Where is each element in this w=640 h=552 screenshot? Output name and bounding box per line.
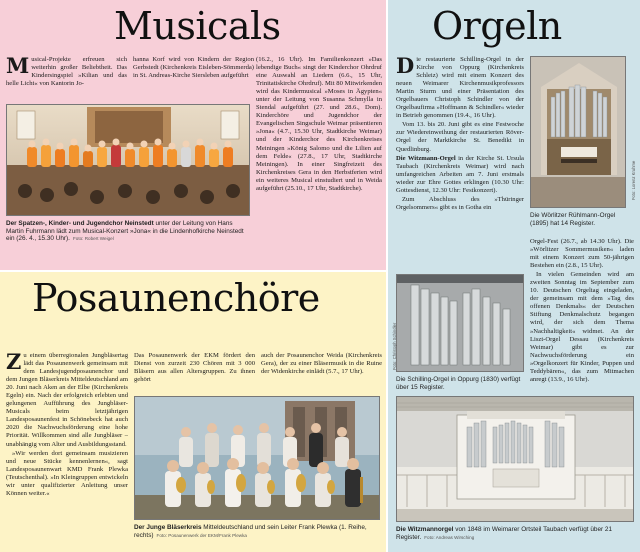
posaunen-photo-credit: Foto: Posaunenwerk der EKM/Frank Plewka xyxy=(156,532,247,538)
posaunen-col2-text: Das Posaunenwerk der EKM fördert den Dienst von zurzeit 230 Chören mit 3 000 Bläsern aus allen Altersgruppen. Zu ihnen gehört xyxy=(134,352,255,384)
posaunen-caption xyxy=(134,524,384,539)
oppurg-organ-photo xyxy=(396,274,524,372)
brass-photo-image xyxy=(135,397,380,520)
orgeln-headline: Orgeln xyxy=(432,4,562,48)
woerlitz-organ-photo xyxy=(530,56,626,208)
posaunen-col1b-text: »Wir werden dort gemeinsam musizieren und neue Stücke kennenlernen«, sagt Landesposaunenwart KMD Frank Plewka (Teutschenthal). »In Kleingruppen entwickeln wir unter qualifizierter Anleitung unser Können weiter.« xyxy=(6,449,128,497)
choir-photo-image xyxy=(7,105,250,216)
orgeln-p2: Vom 13. bis 20. Juni gibt es eine Festwoche zur Wiedereinweihung der restaurierten Röver-Orgel der Marktkirche St. Benedikt in Quedlinburg. xyxy=(396,121,524,153)
musicals-photo-credit: Foto: Robert Weigel xyxy=(72,236,114,242)
orgeln-section xyxy=(388,0,640,552)
woerlitz-caption: Die Wörlitzer Rühlmann-Orgel (1895) hat 14 Register. xyxy=(530,212,616,227)
musicals-caption-text: unter der Leitung von Hans Martin Fuhrmann lädt zum Musical-Konzert »Jona« in die Lindenhofkirche Neinstedt ein (26. 4., 15.30 Uhr). xyxy=(6,220,244,243)
posaunen-caption-text: Mitteldeutschland und sein Leiter Frank Plewka (1. Reihe, rechts) xyxy=(134,524,367,539)
woerlitz-photo-credit: Foto: Lorenz Kruhme xyxy=(631,160,636,200)
posaunen-column-2 xyxy=(134,352,255,390)
orgeln-column-left xyxy=(396,56,524,268)
musicals-col2-text: hanna Korf wird von Kindern der Region Gerbstedt (Kirchenkreis Eisleben-Sömmerda) in St. Andreas-Kirche Siersleben aufgeführt xyxy=(133,56,254,80)
posaunen-column-1 xyxy=(6,352,128,548)
posaunen-brass-photo xyxy=(134,396,380,520)
musicals-dropcap: M xyxy=(6,56,30,78)
taubach-photo-credit: Foto: Andreas Wirsching xyxy=(424,534,475,540)
musicals-column-3 xyxy=(256,56,382,262)
musicals-choir-photo xyxy=(6,104,250,216)
orgeln-intro: ie restaurierte Schilling-Orgel in der Kirche von Oppurg (Kirchenkreis Schleiz) wird mit einem Konzert des neuen Weimarer Kirchenmusikprofessors Martin Sturm und einer Präsentation des Orgelbauers Christoph Schindler von der Orgelbaufirma »Hoffmann & Schindler« wieder in Betrieb genommen (19.4., 16 Uhr). xyxy=(396,56,524,120)
orgeln-p4: Zum Abschluss des »Thüringer Orgelsommers« gibt es in Gotha ein xyxy=(396,195,524,211)
musicals-column-1 xyxy=(6,56,127,104)
posaunen-caption-bold: Der Junge Bläserkreis xyxy=(134,524,202,531)
orgeln-right-p1: Orgel-Fest (26.7., ab 14.30 Uhr). Die »Wörlitzer Sommermusiken« laden mit einem Konzert zum 50-jährigen Bestehen ein (2.8., 15 Uhr). xyxy=(530,238,634,270)
orgeln-right-p2: In vielen Gemeinden wird am zweiten Sonntag im September zum 10. Deutschen Orgeltag eingeladen, der gemeinsam mit dem »Tag des offenen Denkmals« der Deutschen Stiftung Denkmalschutz begangen wird, der sich dem Thema »Nachhaltigkeit« widmet. An der Liszt-Orgel Dessau (Kirchenkreis Weimar) gibt es zur Nachwuchsförderung ein »Orgelkonzert für Kinder, Puppen und Teddybären«, das zum Mitmachen anregt (13.9., 16 Uhr). xyxy=(530,271,634,383)
posaunen-column-3 xyxy=(261,352,382,390)
posaunen-section xyxy=(0,272,386,552)
musicals-caption xyxy=(6,220,252,243)
taubach-caption-text: von 1848 im Weimarer Ortsteil Taubach verfügt über 21 Register. xyxy=(396,526,613,541)
taubach-organ-photo xyxy=(396,396,634,522)
taubach-caption-bold: Die Witzmannorgel xyxy=(396,526,454,533)
musicals-headline: Musicals xyxy=(114,4,281,48)
orgeln-p3-bold: Die Witzmann-Orgel xyxy=(396,154,456,162)
musicals-col1-text: usical-Projekte erfreuen sich weiterhin großer Beliebtheit. Das Kindersingspiel »Kilian und das helle Licht« von Kantorin Jo- xyxy=(6,56,127,88)
oppurg-caption: Die Schilling-Orgel in Oppurg (1830) verfügt über 15 Register. xyxy=(396,376,521,391)
taubach-caption xyxy=(396,526,634,541)
oppurg-organ-image xyxy=(397,275,524,372)
posaunen-dropcap: Z xyxy=(6,352,22,374)
musicals-col3-text: (16.2., 16 Uhr). Im Familienkonzert »Das lebendige Buch« singt der Kinderchor Ohrdruf eine Auswahl an Liedern (6.6., 15 Uhr, Trinitatiskirche Ohrdruf). Mit 80 Mitwirkenden wird das Kindermusical »Moses in Ägypten« unter der Leitung von Susanna Schmylla in Stendal aufgeführt (27. und 28.6., Dom). Kinderchöre und Jugendchor der Evangelischen Singschule Weimar präsentieren »Jona« (4.7., 15.30 Uhr, Stadtkirche Weimar) und der Kinderchor des Kirchenkreises Meiningen »König Salomo und die Lilien auf dem Felde« (27.8., 17 Uhr, Stadtkirche Meiningen). In einer Singfreizeit des Kirchenkreises Gera in den Herbstferien wird ein weiteres Musical einstudiert und in Weida aufgeführt (25.10., 17 Uhr, Stadtkirche). xyxy=(256,56,382,192)
musicals-caption-bold: Der Spatzen-, Kinder- und Jugendchor Neinstedt xyxy=(6,220,154,227)
musicals-column-2 xyxy=(133,56,254,104)
orgeln-p3: in der Kirche St. Ursula Taubach (Kirchenkreis Weimar) wird nach umfangreichen Arbeiten am 7. Juni erstmals wieder zur Ehre Gottes erklingen (10.30 Uhr: Gottesdienst, 12.30 Uhr: Festkonzert). xyxy=(396,154,524,194)
taubach-organ-image xyxy=(397,397,634,522)
woerlitz-organ-image xyxy=(531,57,626,208)
orgeln-dropcap: D xyxy=(396,56,415,78)
posaunen-col3-text: auch der Posaunenchor Weida (Kirchenkreis Gera), der zu einer Bläsermusik in die Ruine der Widenkirche einlädt (5.7., 17 Uhr). xyxy=(261,352,382,376)
posaunen-headline: Posaunenchöre xyxy=(32,276,320,320)
posaunen-col1-text: u einem überregionalen Jungbläsertag lädt das Posaunenwerk gemeinsam mit dem Landesjugendposaunenchor und dem Jungen Bläserkreis Mitteldeutschland am 20. Juni nach Aken an der Elbe (Kirchenkreis Egeln) ein. Nach der erfolgreich erlebten und gelungenen Aufführung des Jungbläser-Musicals beim letztjährigen Landesposaunenfest in Schönebeck hat auch 2020 die Nachwuchsförderung eine hohe Priorität. Willkommen sind alle Jungbläser – unabhängig vom Alter und Ausbildungsstand. xyxy=(6,352,128,448)
orgeln-column-right xyxy=(530,238,634,386)
organ-pipes xyxy=(551,85,607,137)
posaunen-text-columns xyxy=(134,352,382,390)
musicals-section xyxy=(0,0,386,270)
oppurg-photo-credit: Foto: Christoph Schindler xyxy=(392,322,397,370)
